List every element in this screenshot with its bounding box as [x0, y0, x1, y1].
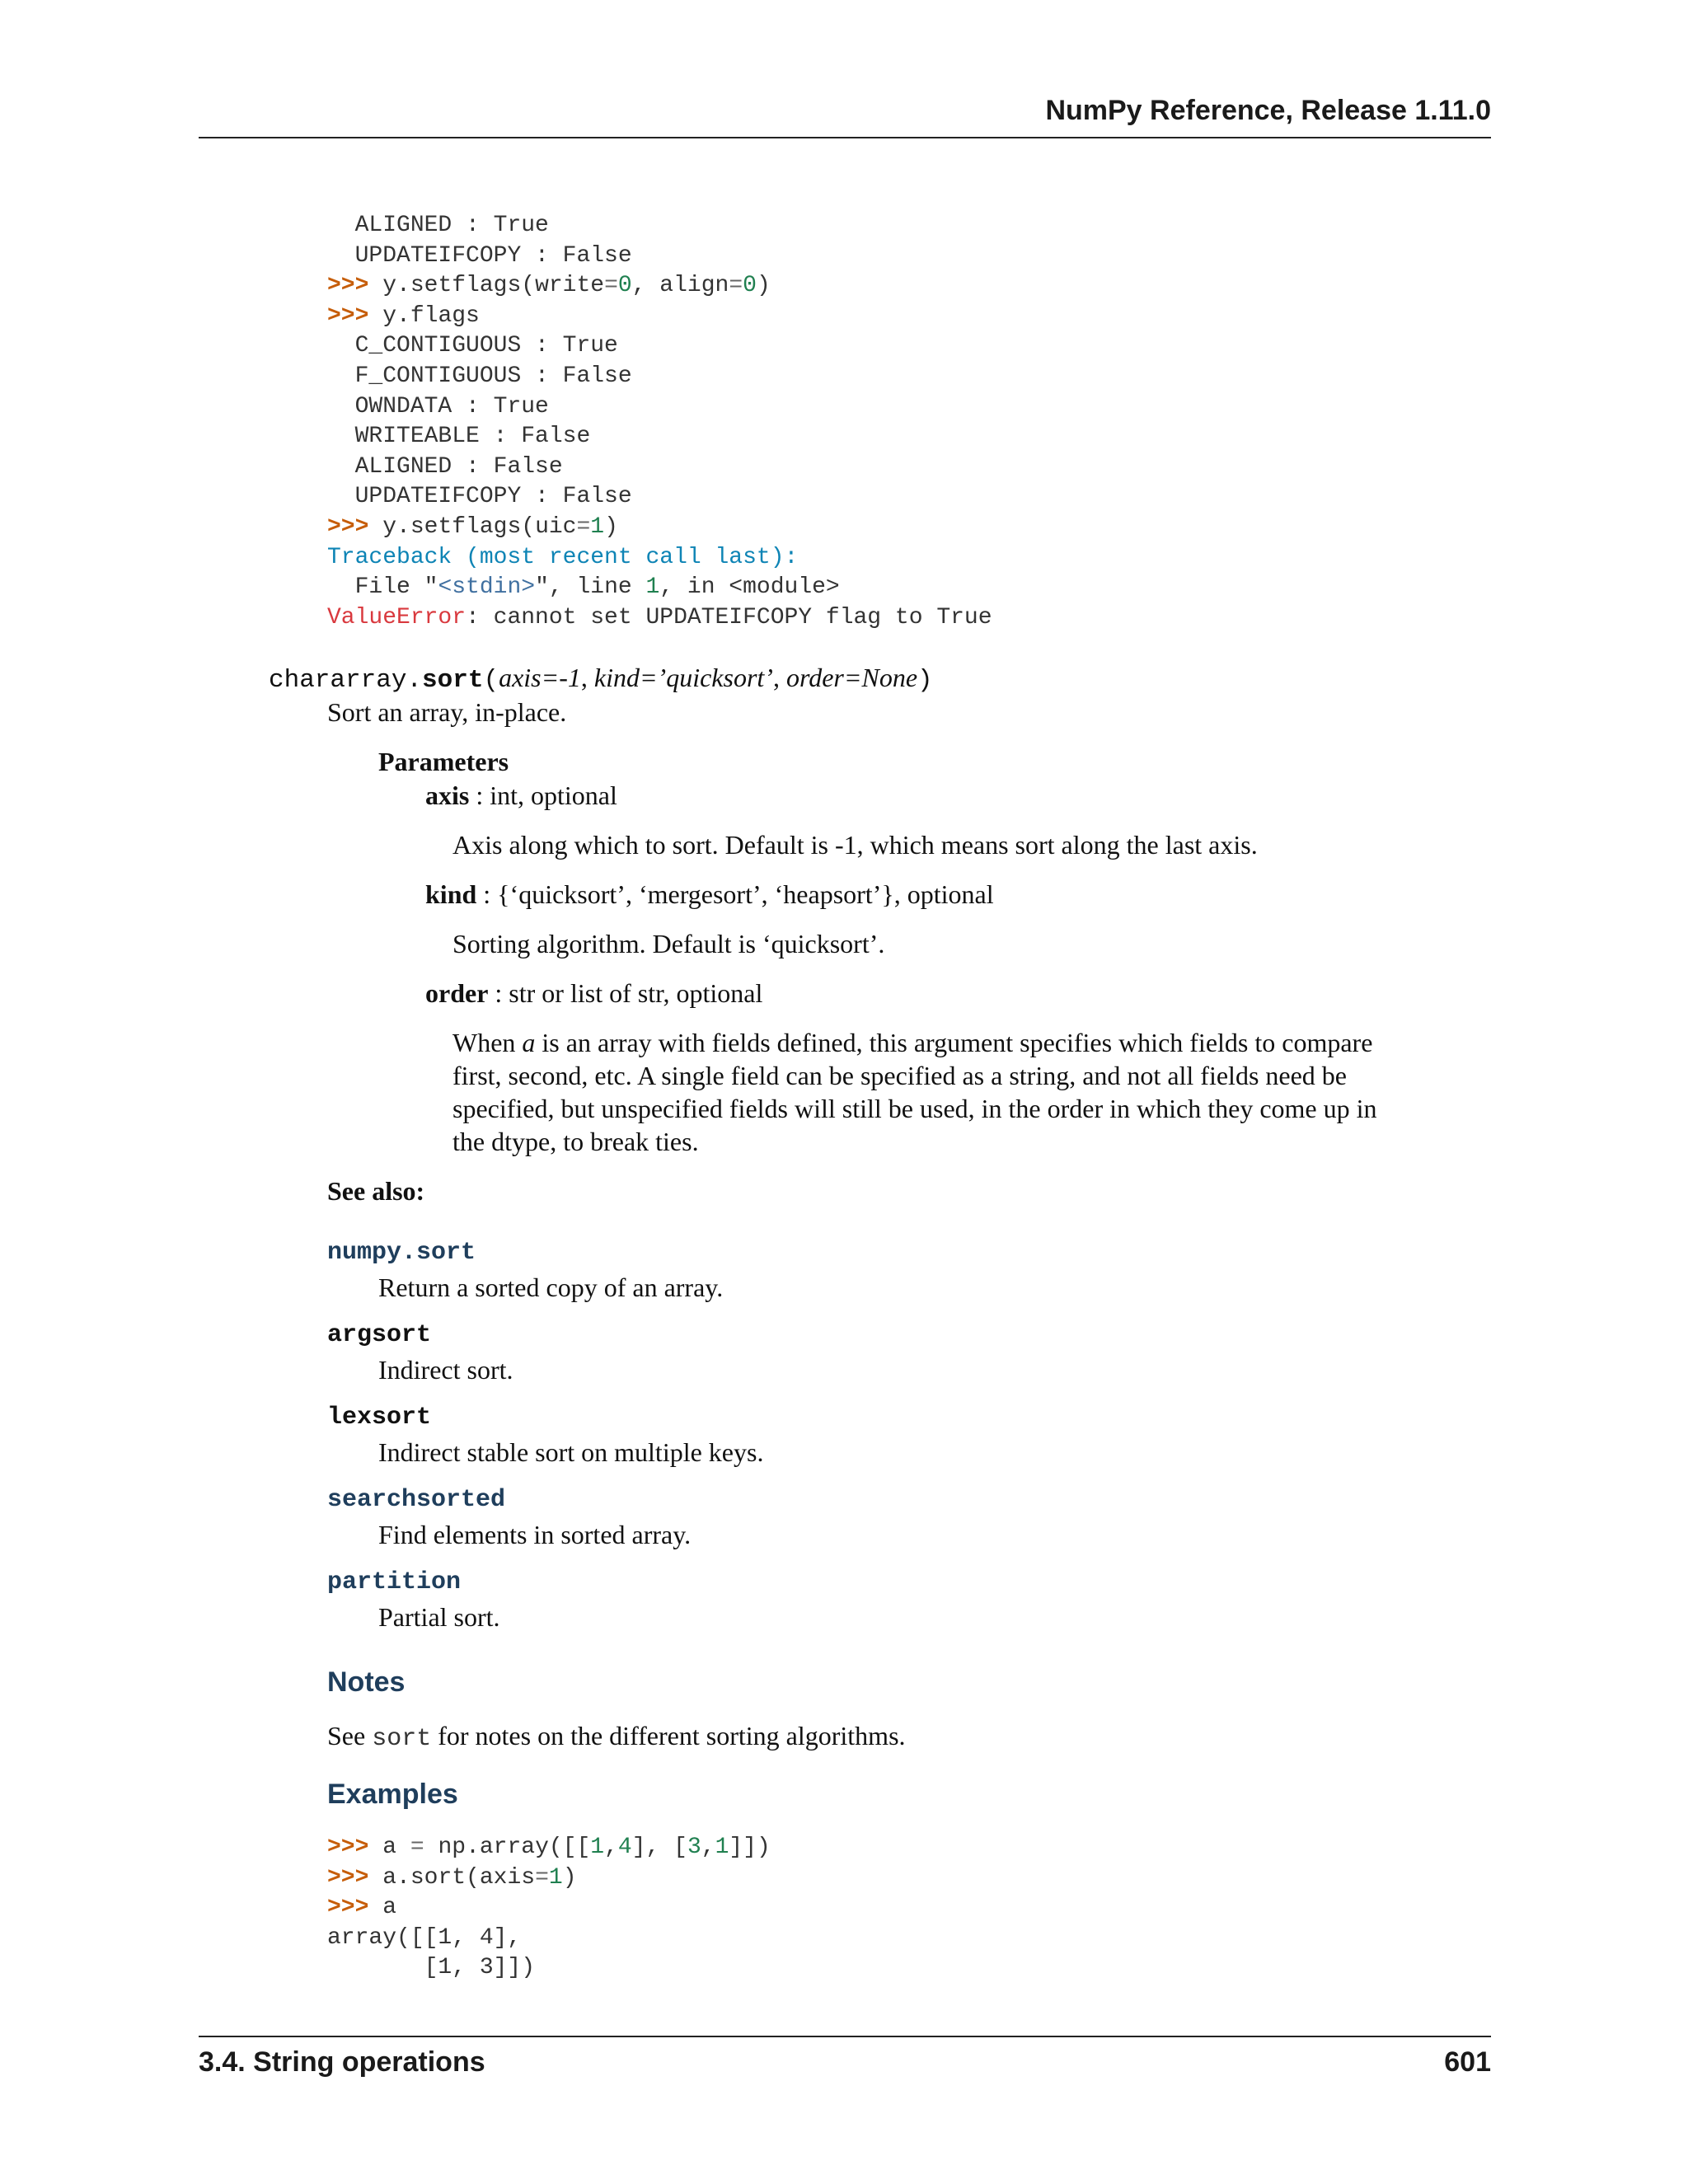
see-also-heading: See also:: [327, 1176, 425, 1206]
page-header: NumPy Reference, Release 1.11.0: [199, 92, 1491, 138]
param-kind-desc: Sorting algorithm. Default is ‘quicksort’.: [452, 929, 885, 958]
method-signature: chararray.sort(axis=-1, kind=’quicksort’, order=None): [269, 663, 933, 695]
param-kind: kind : {‘quicksort’, ‘mergesort’, ‘heapsort’}, optional: [425, 879, 994, 909]
parameters-heading: Parameters: [378, 747, 509, 776]
code-line: C_CONTIGUOUS : True: [354, 333, 618, 359]
code-line: >>> y.flags: [327, 302, 480, 329]
code-line: >>> a = np.array([[1,4], [3,1]]): [327, 1835, 771, 1860]
param-axis-desc: Axis along which to sort. Default is -1, which means sort along the last axis.: [452, 830, 1258, 860]
param-axis: axis : int, optional: [425, 780, 617, 810]
see-also-desc: Indirect stable sort on multiple keys.: [378, 1437, 764, 1467]
method-summary: Sort an array, in-place.: [327, 697, 567, 727]
method-name: sort: [422, 666, 484, 695]
footer-section: 3.4. String operations: [199, 2046, 485, 2078]
code-line: File "<stdin>", line 1, in <module>: [354, 574, 840, 601]
code-line: UPDATEIFCOPY : False: [354, 242, 632, 269]
param-order: order : str or list of str, optional: [425, 978, 763, 1008]
see-also-link-searchsorted[interactable]: searchsorted: [327, 1486, 506, 1514]
page-footer: [199, 2036, 1491, 2080]
code-block-examples: [327, 1833, 771, 1984]
code-output: [1, 3]]): [327, 1955, 536, 1981]
code-output: array([[1, 4],: [327, 1924, 522, 1951]
code-line: OWNDATA : True: [354, 393, 549, 419]
code-line: >>> y.setflags(write=0, align=0): [327, 273, 771, 299]
see-also-link-numpy-sort[interactable]: numpy.sort: [327, 1239, 476, 1267]
code-line: WRITEABLE : False: [354, 424, 591, 450]
notes-text: See sort for notes on the different sorting algorithms.: [327, 1721, 906, 1753]
code-block-flags: [327, 211, 992, 633]
see-also-lexsort: lexsort: [327, 1404, 432, 1432]
code-line: ValueError: cannot set UPDATEIFCOPY flag to True: [327, 604, 992, 630]
examples-heading: Examples: [327, 1779, 458, 1810]
page-number: 601: [1444, 2046, 1491, 2078]
notes-heading: Notes: [327, 1666, 406, 1698]
code-line: >>> a.sort(axis=1): [327, 1864, 577, 1891]
see-also-link-partition[interactable]: partition: [327, 1568, 462, 1596]
code-line: ALIGNED : False: [354, 453, 563, 480]
code-line: >>> y.setflags(uic=1): [327, 513, 618, 540]
see-also-desc: Partial sort.: [378, 1602, 500, 1632]
code-line: ALIGNED : True: [354, 213, 549, 238]
code-line: F_CONTIGUOUS : False: [354, 363, 632, 389]
see-also-desc: Find elements in sorted array.: [378, 1520, 692, 1549]
code-line: Traceback (most recent call last):: [327, 544, 799, 570]
code-line: >>> a: [327, 1895, 397, 1921]
param-order-desc: When a is an array with fields defined, this argument specifies which fields to compare first, second, etc. A single field can be specified as a string, and not all fields need be specified, but unspecified fields will still be used, in the order in which they come up in the dtype, to break ties.: [452, 1028, 1377, 1156]
code-line: UPDATEIFCOPY : False: [354, 484, 632, 510]
inline-code-sort: sort: [372, 1725, 432, 1753]
see-also-argsort: argsort: [327, 1321, 432, 1349]
see-also-desc: Indirect sort.: [378, 1355, 513, 1385]
see-also-desc: Return a sorted copy of an array.: [378, 1272, 724, 1302]
